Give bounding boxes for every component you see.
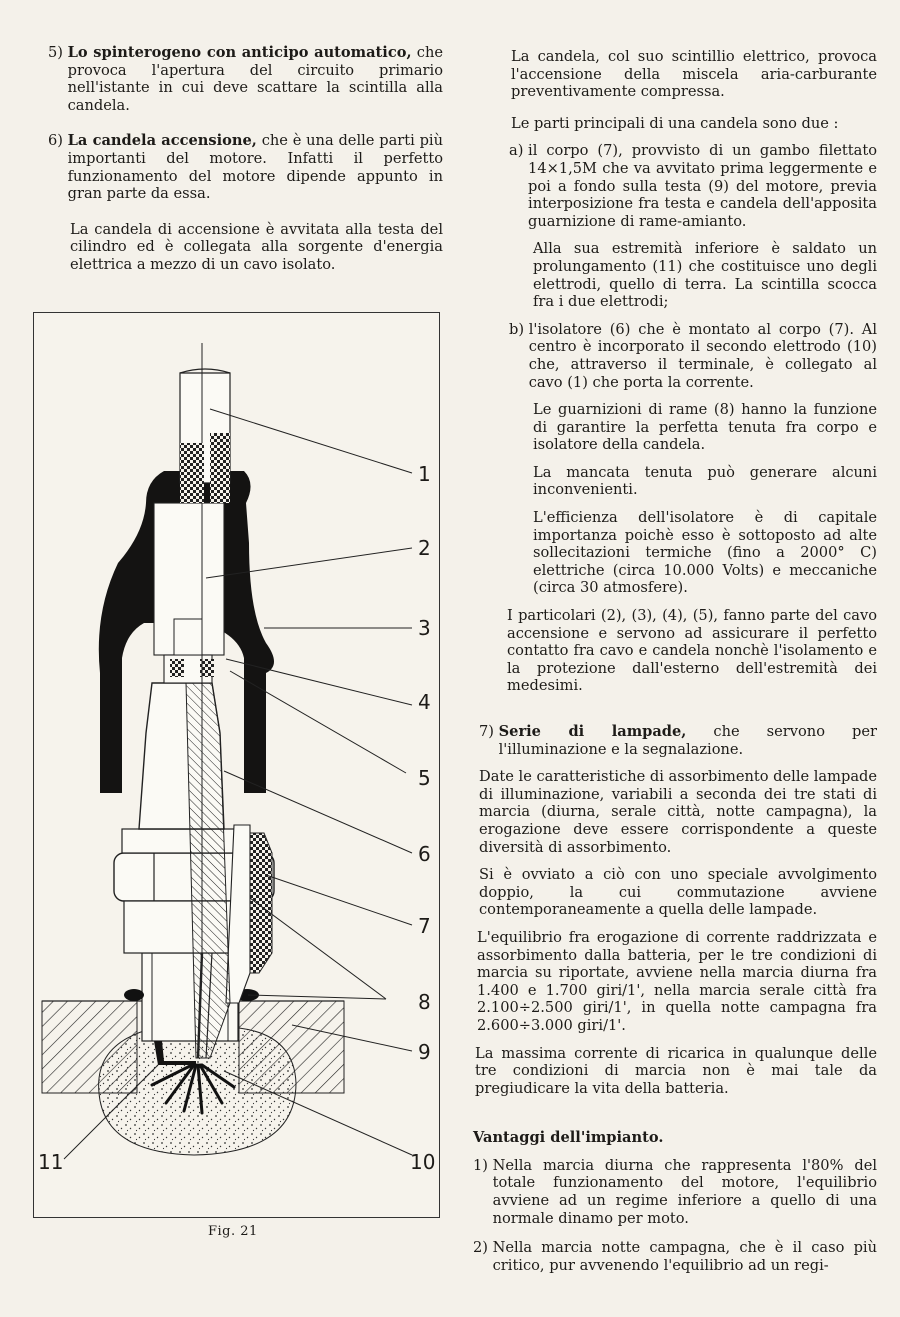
list-item-text: Nella marcia notte campagna, che è il caso più critico, pur avvenendo l'equilibrio ad un regi- — [492, 1239, 877, 1274]
list-item-text: l'isolatore (6) che è montato al corpo (7). Al centro è incorporato il secondo elettrodo (10) che, attraverso il terminale, è collegato al cavo (1) che porta la corrente. — [528, 320, 877, 391]
list-number: b) — [509, 320, 525, 338]
right-column — [473, 48, 877, 1274]
list-item-title: Lo spinterogeno con anticipo automatico, — [67, 44, 412, 61]
list-item-v1 — [473, 1157, 877, 1227]
list-item-v2 — [473, 1239, 877, 1274]
figure-caption: Fig. 21 — [208, 1224, 258, 1239]
paragraph: Le guarnizioni di rame (8) hanno la funzione di garantire la perfetta tenuta fra corpo e isolatore della candela. — [533, 401, 877, 454]
callout-5: 5 — [418, 766, 431, 790]
paragraph: Le parti principali di una candela sono due : — [511, 114, 839, 132]
left-column — [48, 44, 443, 274]
list-item-text: il corpo (7), provvisto di un gambo filettato 14×1,5M che va avvitato prima leggermente e poi a fondo sulla testa (9) del motore, previa interposizione fra testa e candela dell'apposita guarnizione di rame-amianto. — [528, 142, 877, 230]
paragraph: L'equilibrio fra erogazione di corrente raddrizzata e assorbimento dalla batteria, per le tre condizioni di marcia su riportate, avviene nella marcia diurna fra 1.400 e 1.700 giri/1', nella marcia serale città fra 2.100÷2.500 giri/1', in quella notte campagna fra 2.600÷3.000 giri/1'. — [477, 928, 877, 1034]
callout-9: 9 — [418, 1040, 431, 1064]
spark-plug-figure — [33, 312, 440, 1218]
list-number: 5) — [48, 44, 63, 61]
list-item-7 — [473, 723, 877, 758]
callout-3: 3 — [418, 616, 431, 640]
list-number: a) — [509, 142, 524, 160]
callout-11: 11 — [38, 1150, 64, 1174]
list-item-6 — [48, 132, 443, 202]
list-item-text: che servono per l'illuminazione e la segnalazione. — [498, 723, 877, 758]
paragraph: L'efficienza dell'isolatore è di capitale importanza poichè esso è sottoposto ad alte sollecitazioni termiche (fino a 2000° C) elettriche (circa 10.000 Volts) e meccaniche (circa 30 atmosfere). — [533, 509, 877, 597]
callout-7: 7 — [418, 914, 431, 938]
paragraph: Si è ovviato a ciò con uno speciale avvolgimento doppio, la cui commutazione avviene contemporaneamente a quella delle lampade. — [479, 866, 877, 919]
list-number: 7) — [479, 723, 494, 740]
callout-10: 10 — [410, 1150, 436, 1174]
paragraph: I particolari (2), (3), (4), (5), fanno parte del cavo accensione e servono ad assicurare il perfetto contatto fra cavo e candela nonchè l'isolamento e la protezione dall'esterno dell'estremità dei medesimi. — [507, 607, 877, 695]
list-item-5 — [48, 44, 443, 114]
spark-plug-diagram — [34, 313, 439, 1217]
list-item-a — [473, 142, 877, 230]
paragraph: Alla sua estremità inferiore è saldato un prolungamento (11) che costituisce uno degli elettrodi, quello di terra. La scintilla scocca fra i due elettrodi; — [533, 240, 877, 311]
callout-4: 4 — [418, 690, 431, 714]
section-heading: Vantaggi dell'impianto. — [473, 1129, 664, 1147]
paragraph: La candela di accensione è avvitata alla testa del cilindro ed è collegata alla sorgente d'energia elettrica a mezzo di un cavo isolato. — [70, 220, 443, 273]
paragraph: Date le caratteristiche di assorbimento delle lampade di illuminazione, variabili a seconda dei tre stati di marcia (diurna, serale città, notte campagna), la erogazione deve essere corrispondente a queste diversità di assorbimento. — [479, 768, 877, 856]
list-item-b — [473, 321, 877, 391]
list-number: 1) — [473, 1156, 488, 1174]
paragraph: La massima corrente di ricarica in qualunque delle tre condizioni di marcia non è mai tale da pregiudicare la vita della batteria. — [475, 1044, 877, 1097]
paragraph: La mancata tenuta può generare alcuni inconvenienti. — [533, 463, 877, 499]
list-item-title: La candela accensione, — [67, 132, 257, 150]
callout-1: 1 — [418, 462, 431, 486]
list-number: 6) — [48, 132, 63, 150]
paragraph: La candela, col suo scintillio elettrico, provoca l'accensione della miscela aria-carburante preventivamente compressa. — [511, 48, 877, 101]
copper-gasket — [124, 989, 144, 1001]
callout-2: 2 — [418, 536, 431, 560]
list-item-text: che è una delle parti più importanti del motore. Infatti il perfetto funzionamento del motore dipende appunto in gran parte da essa. — [67, 132, 443, 203]
callout-6: 6 — [418, 842, 431, 866]
list-item-text: che provoca l'apertura del circuito primario nell'istante in cui deve scattare la scintilla alla candela. — [67, 44, 443, 114]
callout-8: 8 — [418, 990, 431, 1014]
list-item-text: Nella marcia diurna che rappresenta l'80% del totale funzionamento del motore, l'equilibrio avviene ad un regime inferiore a quello di una normale dinamo per moto. — [492, 1156, 877, 1227]
list-item-title: Serie di lampade, — [498, 723, 687, 740]
list-number: 2) — [473, 1239, 488, 1257]
